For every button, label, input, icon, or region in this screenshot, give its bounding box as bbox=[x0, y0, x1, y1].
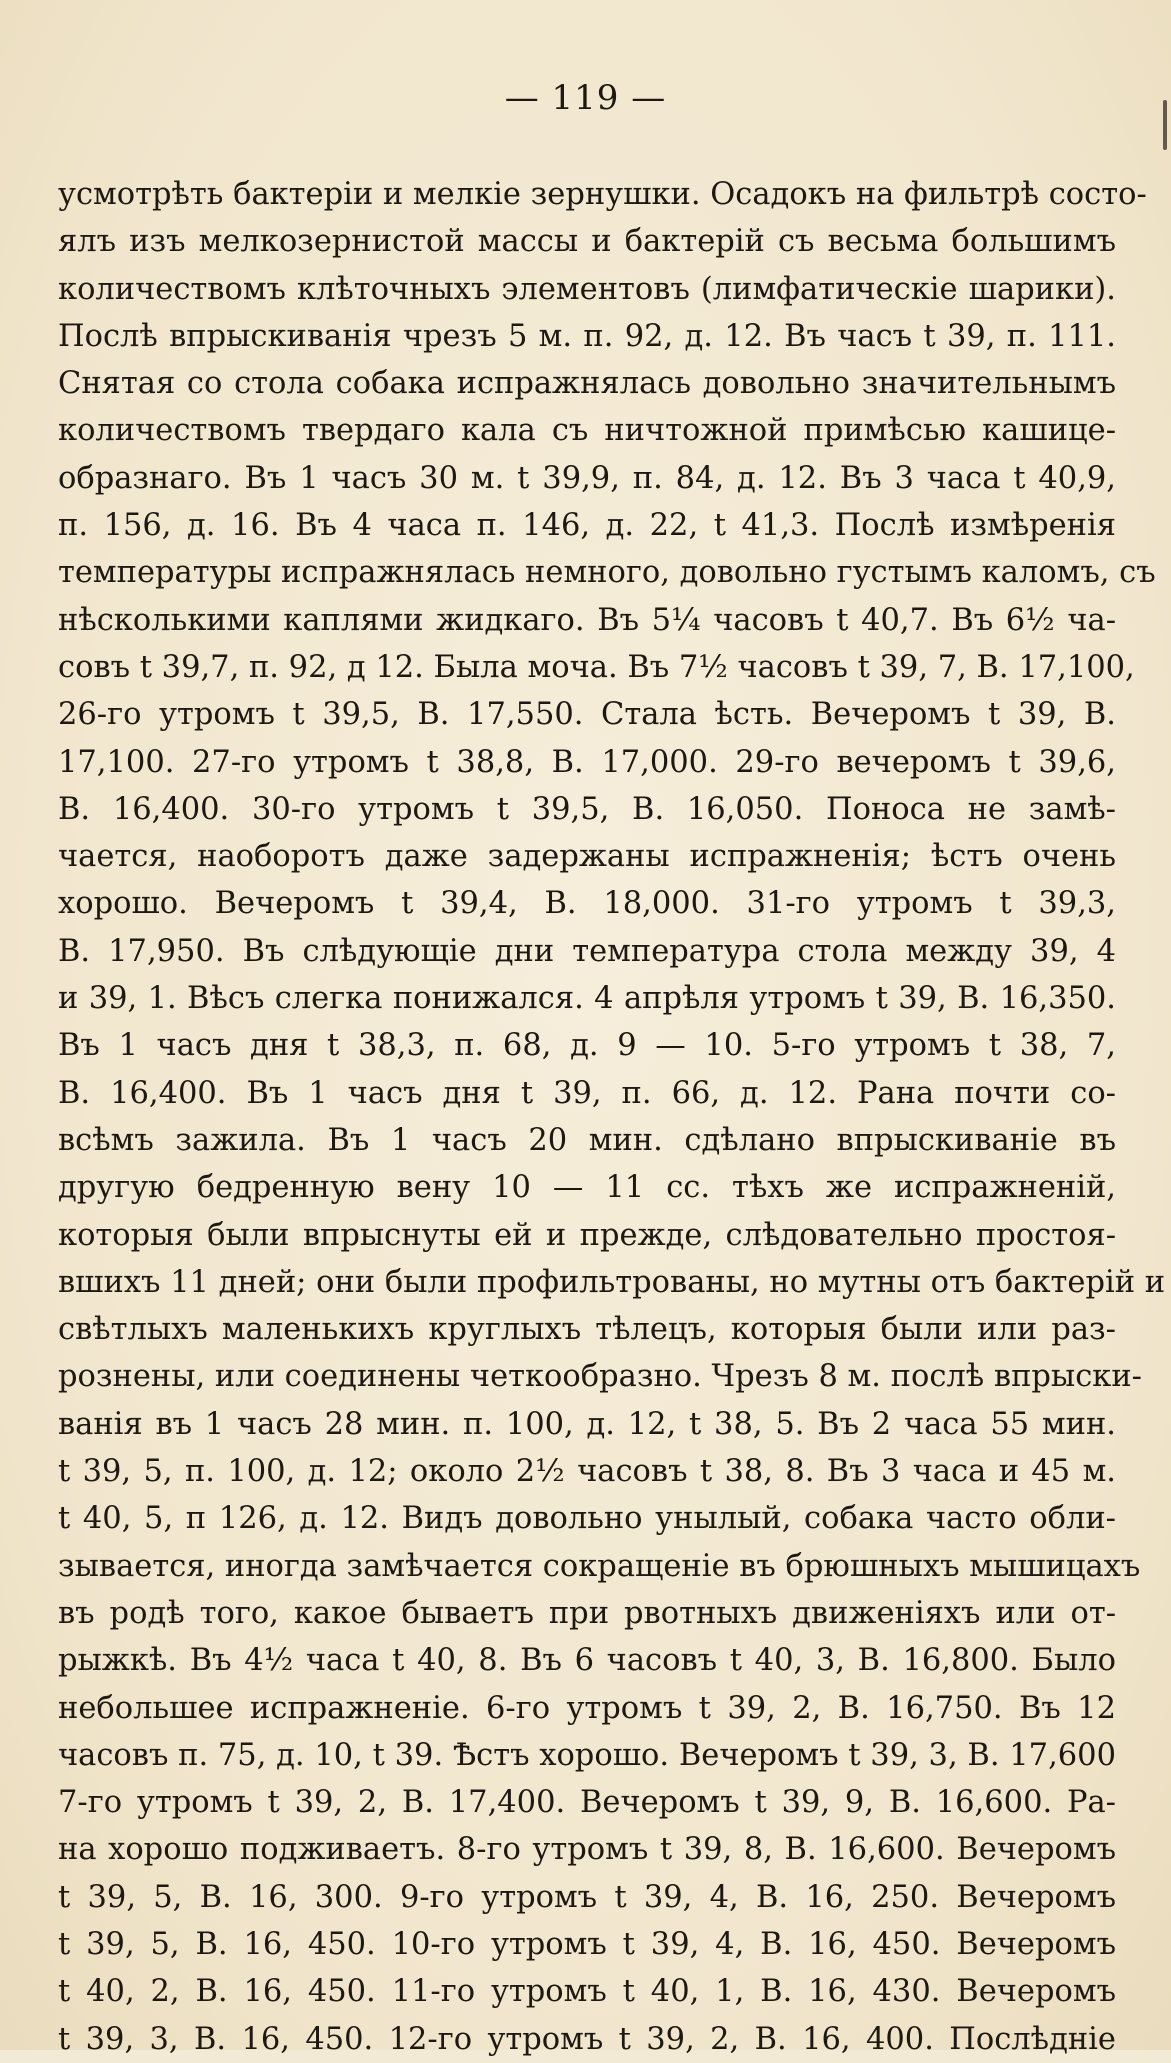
text-line: рознены, или соединены четкообразно. Чрезъ 8 м. послѣ впрыски- bbox=[58, 1359, 1142, 1395]
text-line: чается, наоборотъ даже задержаны испражненія; ѣстъ очень bbox=[58, 839, 1116, 875]
text-line: количествомъ клѣточныхъ элементовъ (лимфатическіе шарики). bbox=[58, 271, 1116, 307]
text-line: зывается, иногда замѣчается сокращеніе въ брюшныхъ мышицахъ bbox=[58, 1548, 1141, 1584]
text-line: и 39, 1. Вѣсъ слегка понижался. 4 апрѣля утромъ t 39, В. 16,350. bbox=[58, 981, 1116, 1017]
text-line: t 40, 2, В. 16, 450. 11-го утромъ t 40, 1, В. 16, 430. Вечеромъ bbox=[58, 1974, 1116, 2010]
text-line: 7-го утромъ t 39, 2, В. 17,400. Вечеромъ t 39, 9, В. 16,600. Ра- bbox=[58, 1785, 1116, 1821]
text-line: другую бедренную вену 10 — 11 сс. тѣхъ же испражненій, bbox=[58, 1170, 1116, 1206]
text-line: Въ 1 часъ дня t 38,3, п. 68, д. 9 — 10. 5-го утромъ t 38, 7, bbox=[58, 1028, 1116, 1064]
text-line: В. 16,400. Въ 1 часъ дня t 39, п. 66, д. 12. Рана почти со- bbox=[58, 1075, 1116, 1111]
text-line: t 40, 5, п 126, д. 12. Видъ довольно унылый, собака часто обли- bbox=[58, 1501, 1116, 1537]
text-line: количествомъ твердаго кала съ ничтожной примѣсью кашице- bbox=[58, 413, 1116, 449]
page-number: — 119 — bbox=[504, 78, 667, 118]
text-line: часовъ п. 75, д. 10, t 39. Ѣстъ хорошо. Вечеромъ t 39, 3, В. 17,600 bbox=[58, 1737, 1116, 1773]
text-line: ванія въ 1 часъ 28 мин. п. 100, д. 12, t 38, 5. Въ 2 часа 55 мин. bbox=[58, 1406, 1116, 1442]
text-line: небольшее испражненіе. 6-го утромъ t 39, 2, В. 16,750. Въ 12 bbox=[58, 1690, 1116, 1726]
text-line: t 39, 5, В. 16, 450. 10-го утромъ t 39, 4, В. 16, 450. Вечеромъ bbox=[58, 1926, 1116, 1962]
text-line: ялъ изъ мелкозернистой массы и бактерій съ весьма большимъ bbox=[58, 224, 1116, 260]
text-line: 26-го утромъ t 39,5, В. 17,550. Стала ѣсть. Вечеромъ t 39, В. bbox=[58, 697, 1116, 733]
text-line: въ родѣ того, какое бываетъ при рвотныхъ движеніяхъ или от- bbox=[58, 1595, 1116, 1631]
text-line: свѣтлыхъ маленькихъ круглыхъ тѣлецъ, которыя были или раз- bbox=[58, 1312, 1116, 1348]
text-line: В. 16,400. 30-го утромъ t 39,5, В. 16,050. Поноса не замѣ- bbox=[58, 791, 1116, 827]
text-line: всѣмъ зажила. Въ 1 часъ 20 мин. сдѣлано впрыскиваніе въ bbox=[58, 1122, 1116, 1158]
text-line: п. 156, д. 16. Въ 4 часа п. 146, д. 22, t 41,3. Послѣ измѣренія bbox=[58, 508, 1116, 544]
text-line: В. 17,950. Въ слѣдующіе дни температура стола между 39, 4 bbox=[58, 933, 1116, 969]
text-line: на хорошо подживаетъ. 8-го утромъ t 39, 8, В. 16,600. Вечеромъ bbox=[58, 1832, 1116, 1868]
text-line: t 39, 5, В. 16, 300. 9-го утромъ t 39, 4, В. 16, 250. Вечеромъ bbox=[58, 1879, 1116, 1915]
text-line: t 39, 5, п. 100, д. 12; около 2½ часовъ t 38, 8. Въ 3 часа и 45 м. bbox=[58, 1454, 1116, 1490]
body-text bbox=[58, 171, 1166, 2063]
text-line: Послѣ впрыскиванія чрезъ 5 м. п. 92, д. 12. Въ часъ t 39, п. 111. bbox=[58, 318, 1116, 354]
text-line: рыжкѣ. Въ 4½ часа t 40, 8. Въ 6 часовъ t 40, 3, В. 16,800. Было bbox=[58, 1643, 1116, 1679]
text-line: Снятая со стола собака испражнялась довольно значительнымъ bbox=[58, 366, 1116, 402]
text-line: хорошо. Вечеромъ t 39,4, В. 18,000. 31-го утромъ t 39,3, bbox=[58, 886, 1116, 922]
text-line: которыя были впрыснуты ей и прежде, слѣдовательно простоя- bbox=[58, 1217, 1116, 1253]
text-line: 17,100. 27-го утромъ t 38,8, В. 17,000. 29-го вечеромъ t 39,6, bbox=[58, 744, 1116, 780]
text-line: вшихъ 11 дней; они были профильтрованы, но мутны отъ бактерій и bbox=[58, 1264, 1166, 1300]
text-line: образнаго. Въ 1 часъ 30 м. t 39,9, п. 84, д. 12. Въ 3 часа t 40,9, bbox=[58, 460, 1116, 496]
text-line: нѣсколькими каплями жидкаго. Въ 5¼ часовъ t 40,7. Въ 6½ ча- bbox=[58, 602, 1116, 638]
text-line: t 39, 3, В. 16, 450. 12-го утромъ t 39, 2, В. 16, 400. Послѣдніе bbox=[58, 2021, 1116, 2057]
text-line: совъ t 39,7, п. 92, д 12. Была моча. Въ 7½ часовъ t 39, 7, В. 17,100, bbox=[58, 649, 1135, 685]
text-line: усмотрѣть бактеріи и мелкіе зернушки. Осадокъ на фильтрѣ состо- bbox=[58, 177, 1147, 212]
text-line: температуры испражнялась немного, довольно густымъ каломъ, съ bbox=[58, 555, 1156, 591]
